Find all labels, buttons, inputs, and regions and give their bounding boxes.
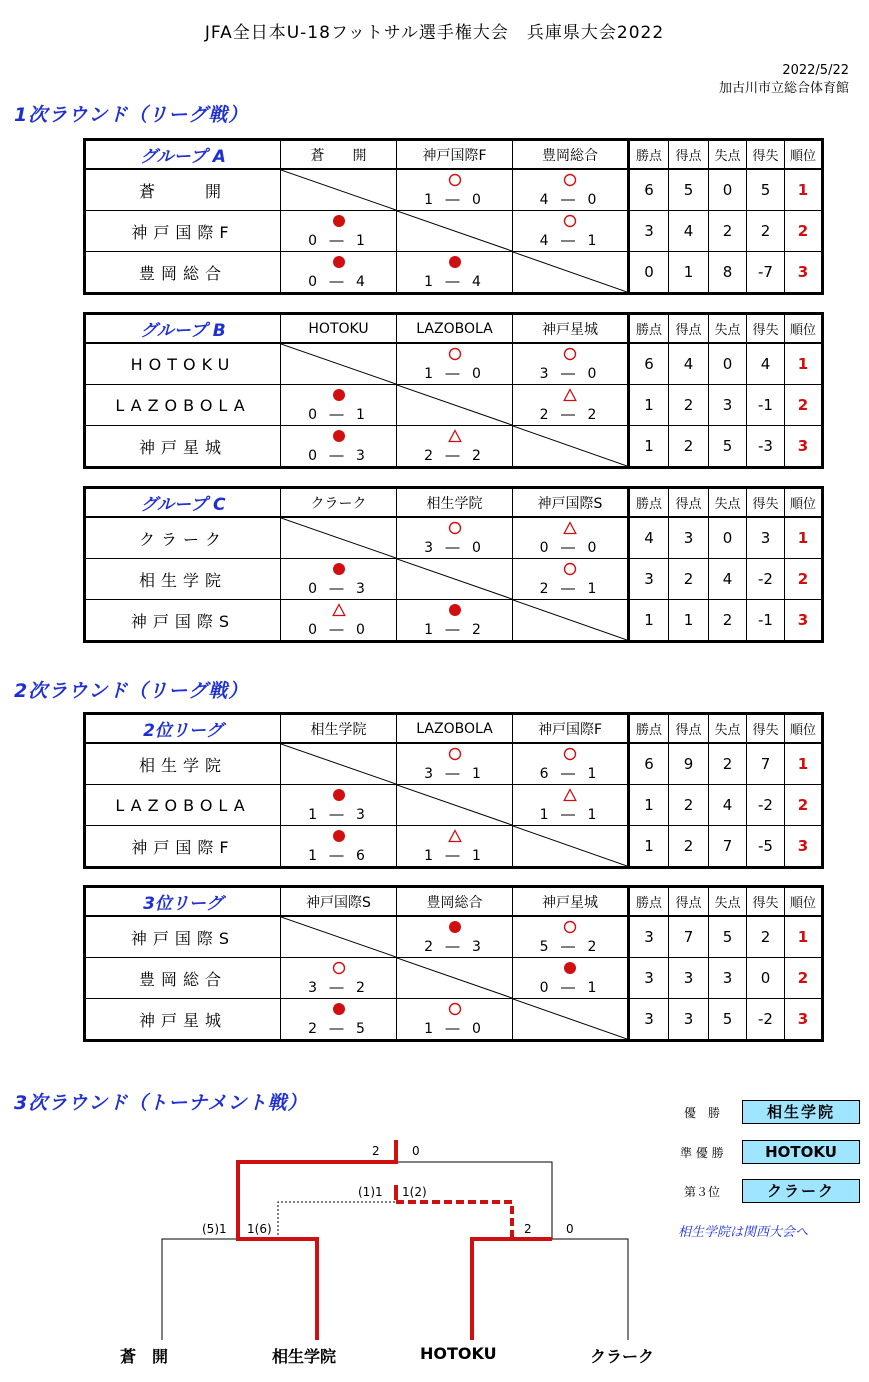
final-left-score: 2	[372, 1144, 380, 1158]
match-score: 4 ― 0	[539, 192, 601, 208]
stat-value: -2	[747, 559, 785, 600]
rank-value: 2	[785, 559, 823, 600]
match-score: 0 ― 1	[308, 407, 369, 423]
rank-value: 3	[785, 999, 823, 1041]
stat-value: -2	[747, 785, 785, 826]
draw-triangle-icon	[563, 521, 577, 535]
stat-value: 7	[669, 916, 709, 958]
table-row	[85, 559, 823, 600]
match-score: 4 ― 1	[539, 233, 601, 249]
row-team: 神戸国際S	[85, 916, 281, 958]
column-team: 神戸国際S	[281, 887, 397, 917]
stat-value: 2	[747, 916, 785, 958]
stat-header: 失点	[709, 887, 747, 917]
match-result	[281, 426, 397, 468]
row-team: LAZOBOLA	[85, 385, 281, 426]
kansai-note: 相生学院は関西大会へ	[678, 1225, 809, 1240]
stat-header: 順位	[785, 714, 823, 744]
draw-triangle-icon	[563, 388, 577, 402]
table-row	[85, 999, 823, 1041]
stat-value: 5	[709, 916, 747, 958]
row-team: クラーク	[85, 517, 281, 559]
match-result	[281, 826, 397, 868]
stat-value: 9	[669, 743, 709, 785]
diagonal-cell	[397, 211, 513, 252]
diagonal-cell	[397, 785, 513, 826]
stat-header: 得点	[669, 140, 709, 170]
row-team: 相生学院	[85, 743, 281, 785]
column-team: クラーク	[281, 488, 397, 518]
loss-dot-icon	[332, 429, 346, 443]
stat-header: 得点	[669, 314, 709, 344]
match-score: 3 ― 2	[308, 980, 369, 996]
win-circle-icon	[448, 747, 462, 761]
rank-value: 1	[785, 743, 823, 785]
match-score: 0 ― 0	[308, 622, 369, 638]
match-result	[281, 211, 397, 252]
diagonal-cell	[513, 426, 629, 468]
win-circle-icon	[563, 562, 577, 576]
rank-value: 3	[785, 826, 823, 868]
match-result	[281, 600, 397, 642]
match-score: 2 ― 1	[539, 581, 601, 597]
stat-value: 2	[709, 743, 747, 785]
third-right-score: 1(2)	[402, 1185, 427, 1199]
semi2-left-score: 2	[524, 1222, 532, 1236]
match-result	[513, 385, 629, 426]
round1-heading: 1次ラウンド（リーグ戦）	[14, 104, 249, 126]
row-team: 神戸星城	[85, 426, 281, 468]
match-result	[397, 517, 513, 559]
rank-value: 1	[785, 916, 823, 958]
league-table-4	[83, 712, 824, 869]
stat-header: 得失	[747, 488, 785, 518]
match-score: 1 ― 0	[424, 366, 485, 382]
bracket-line-team3	[472, 1239, 552, 1340]
stat-header: 得失	[747, 714, 785, 744]
table-row	[85, 252, 823, 294]
row-team: 蒼 開	[85, 169, 281, 211]
match-result	[281, 958, 397, 999]
match-score: 1 ― 1	[424, 848, 485, 864]
bracket-line-team4	[552, 1239, 628, 1340]
stat-header: 得点	[669, 488, 709, 518]
column-team: 相生学院	[397, 488, 513, 518]
loss-dot-icon	[332, 829, 346, 843]
draw-triangle-icon	[332, 603, 346, 617]
stat-value: 3	[669, 999, 709, 1041]
stat-value: -1	[747, 385, 785, 426]
diagonal-cell	[513, 252, 629, 294]
rank-value: 3	[785, 252, 823, 294]
win-circle-icon	[563, 920, 577, 934]
event-info	[719, 62, 849, 98]
rank-value: 2	[785, 385, 823, 426]
diagonal-cell	[281, 343, 397, 385]
diagonal-cell	[513, 600, 629, 642]
win-circle-icon	[563, 173, 577, 187]
match-result	[513, 517, 629, 559]
row-team: 相生学院	[85, 559, 281, 600]
row-team: 神戸国際S	[85, 600, 281, 642]
row-team: 神戸国際F	[85, 826, 281, 868]
page-title: JFA全日本U-18フットサル選手権大会 兵庫県大会2022	[204, 23, 665, 43]
stat-header: 勝点	[629, 140, 669, 170]
third-label: 第３位	[684, 1185, 721, 1199]
win-circle-icon	[448, 521, 462, 535]
match-score: 0 ― 3	[308, 581, 369, 597]
match-score: 5 ― 2	[539, 939, 601, 955]
stat-header: 順位	[785, 314, 823, 344]
match-result	[397, 252, 513, 294]
match-result	[513, 916, 629, 958]
stat-value: 1	[629, 826, 669, 868]
stat-header: 勝点	[629, 488, 669, 518]
stat-value: 3	[629, 958, 669, 999]
column-team: 豊岡総合	[513, 140, 629, 170]
column-team: 神戸星城	[513, 314, 629, 344]
match-score: 1 ― 6	[308, 848, 369, 864]
column-team: LAZOBOLA	[397, 714, 513, 744]
match-score: 2 ― 2	[424, 448, 485, 464]
stat-value: 3	[747, 517, 785, 559]
match-score: 0 ― 3	[308, 448, 369, 464]
table-row	[85, 785, 823, 826]
match-result	[513, 559, 629, 600]
stat-value: 8	[709, 252, 747, 294]
stat-value: 0	[629, 252, 669, 294]
match-score: 1 ― 2	[424, 622, 485, 638]
stat-header: 失点	[709, 314, 747, 344]
match-result	[397, 743, 513, 785]
row-team: 豊岡総合	[85, 252, 281, 294]
loss-dot-icon	[563, 961, 577, 975]
stat-header: 勝点	[629, 314, 669, 344]
match-score: 2 ― 3	[424, 939, 485, 955]
stat-value: -1	[747, 600, 785, 642]
draw-triangle-icon	[563, 788, 577, 802]
loss-dot-icon	[332, 788, 346, 802]
loss-dot-icon	[332, 388, 346, 402]
bracket-line-third-left	[278, 1202, 396, 1239]
stat-value: 4	[709, 559, 747, 600]
column-team: 神戸国際S	[513, 488, 629, 518]
group-name: 2位リーグ	[85, 714, 281, 744]
stat-value: 2	[747, 211, 785, 252]
stat-header: 得失	[747, 314, 785, 344]
champion-label: 優 勝	[684, 1106, 721, 1120]
event-date: 2022/5/22	[782, 63, 849, 78]
row-team: HOTOKU	[85, 343, 281, 385]
table-row	[85, 426, 823, 468]
league-table-1	[83, 138, 824, 295]
stat-header: 得点	[669, 887, 709, 917]
match-result	[513, 743, 629, 785]
row-team: 神戸国際F	[85, 211, 281, 252]
match-result	[281, 385, 397, 426]
runnerup-box: HOTOKU	[742, 1140, 860, 1164]
match-result	[513, 343, 629, 385]
stat-value: 4	[669, 343, 709, 385]
stat-header: 勝点	[629, 714, 669, 744]
diagonal-cell	[397, 559, 513, 600]
rank-value: 2	[785, 958, 823, 999]
stat-value: 3	[709, 385, 747, 426]
stat-header: 勝点	[629, 887, 669, 917]
bracket-team-4: クラーク	[590, 1347, 655, 1366]
stat-header: 失点	[709, 140, 747, 170]
table-row	[85, 916, 823, 958]
bracket-team-2: 相生学院	[272, 1347, 337, 1366]
round2-heading: 2次ラウンド（リーグ戦）	[14, 680, 249, 702]
table-row	[85, 743, 823, 785]
table-row	[85, 211, 823, 252]
table-row	[85, 343, 823, 385]
stat-header: 得点	[669, 714, 709, 744]
column-team: 相生学院	[281, 714, 397, 744]
stat-value: 7	[709, 826, 747, 868]
group-name: グループ C	[85, 488, 281, 518]
win-circle-icon	[448, 173, 462, 187]
stat-value: 4	[669, 211, 709, 252]
match-result	[513, 785, 629, 826]
column-team: 神戸国際F	[513, 714, 629, 744]
win-circle-icon	[563, 214, 577, 228]
group-name: グループ B	[85, 314, 281, 344]
match-score: 1 ― 0	[424, 1021, 485, 1037]
stat-value: 3	[629, 916, 669, 958]
stat-value: 3	[669, 958, 709, 999]
diagonal-cell	[281, 916, 397, 958]
match-score: 0 ― 4	[308, 274, 369, 290]
stat-value: 1	[629, 426, 669, 468]
column-team: 蒼 開	[281, 140, 397, 170]
match-result	[397, 916, 513, 958]
bracket-line-third-right	[396, 1202, 512, 1239]
rank-value: 3	[785, 426, 823, 468]
match-score: 2 ― 5	[308, 1021, 369, 1037]
table-row	[85, 169, 823, 211]
stat-value: 4	[747, 343, 785, 385]
stat-header: 失点	[709, 714, 747, 744]
stat-value: 0	[709, 517, 747, 559]
third-box: クラーク	[742, 1179, 860, 1203]
stat-value: 6	[629, 743, 669, 785]
stat-value: 2	[669, 426, 709, 468]
match-score: 0 ― 0	[539, 540, 601, 556]
stat-value: 3	[629, 211, 669, 252]
match-result	[397, 999, 513, 1041]
stat-value: 2	[669, 826, 709, 868]
stat-value: 0	[747, 958, 785, 999]
bracket-line-team1	[162, 1239, 238, 1340]
stat-value: 3	[709, 958, 747, 999]
match-score: 6 ― 1	[539, 766, 601, 782]
stat-value: 1	[629, 785, 669, 826]
match-score: 0 ― 1	[308, 233, 369, 249]
stat-value: 3	[629, 999, 669, 1041]
stat-value: 2	[669, 385, 709, 426]
match-score: 3 ― 1	[424, 766, 485, 782]
match-score: 2 ― 2	[539, 407, 601, 423]
semi2-right-score: 0	[566, 1222, 574, 1236]
league-table-3	[83, 486, 824, 643]
stat-header: 順位	[785, 140, 823, 170]
diagonal-cell	[513, 999, 629, 1041]
rank-value: 2	[785, 211, 823, 252]
column-team: 豊岡総合	[397, 887, 513, 917]
stat-header: 失点	[709, 488, 747, 518]
match-result	[281, 252, 397, 294]
match-result	[281, 559, 397, 600]
match-score: 1 ― 4	[424, 274, 485, 290]
match-result	[397, 169, 513, 211]
diagonal-cell	[513, 826, 629, 868]
loss-dot-icon	[448, 255, 462, 269]
stat-value: 3	[629, 559, 669, 600]
match-score: 1 ― 3	[308, 807, 369, 823]
stat-value: 5	[669, 169, 709, 211]
column-team: LAZOBOLA	[397, 314, 513, 344]
stat-value: -7	[747, 252, 785, 294]
stat-value: -2	[747, 999, 785, 1041]
match-result	[397, 343, 513, 385]
stat-value: 4	[709, 785, 747, 826]
stat-value: 2	[669, 785, 709, 826]
league-table-5	[83, 885, 824, 1042]
league-table-2	[83, 312, 824, 469]
stat-value: -3	[747, 426, 785, 468]
stat-value: 6	[629, 343, 669, 385]
match-score: 3 ― 0	[539, 366, 601, 382]
table-row	[85, 600, 823, 642]
row-team: 豊岡総合	[85, 958, 281, 999]
match-result	[281, 999, 397, 1041]
stat-value: 1	[629, 600, 669, 642]
win-circle-icon	[563, 347, 577, 361]
draw-triangle-icon	[448, 829, 462, 843]
column-team: 神戸星城	[513, 887, 629, 917]
match-result	[397, 826, 513, 868]
final-right-score: 0	[412, 1144, 420, 1158]
match-score: 1 ― 0	[424, 192, 485, 208]
match-result	[397, 426, 513, 468]
loss-dot-icon	[448, 920, 462, 934]
win-circle-icon	[448, 347, 462, 361]
diagonal-cell	[397, 385, 513, 426]
win-circle-icon	[563, 747, 577, 761]
stat-value: 2	[709, 211, 747, 252]
third-left-score: (1)1	[358, 1185, 383, 1199]
stat-header: 得失	[747, 887, 785, 917]
match-score: 3 ― 0	[424, 540, 485, 556]
stat-value: -5	[747, 826, 785, 868]
semi1-right-score: 1(6)	[247, 1222, 272, 1236]
semi1-left-score: (5)1	[202, 1222, 227, 1236]
stat-value: 5	[747, 169, 785, 211]
table-row	[85, 826, 823, 868]
stat-value: 5	[709, 426, 747, 468]
bracket-team-3: HOTOKU	[420, 1344, 497, 1363]
rank-value: 1	[785, 517, 823, 559]
win-circle-icon	[332, 961, 346, 975]
event-venue: 加古川市立総合体育館	[718, 81, 849, 96]
stat-value: 6	[629, 169, 669, 211]
loss-dot-icon	[448, 603, 462, 617]
match-score: 1 ― 1	[539, 807, 601, 823]
stat-value: 2	[669, 559, 709, 600]
rank-value: 2	[785, 785, 823, 826]
stat-value: 0	[709, 169, 747, 211]
stat-value: 3	[669, 517, 709, 559]
diagonal-cell	[397, 958, 513, 999]
champion-box: 相生学院	[742, 1100, 860, 1124]
match-result	[513, 211, 629, 252]
draw-triangle-icon	[448, 429, 462, 443]
match-result	[397, 600, 513, 642]
match-result	[281, 785, 397, 826]
loss-dot-icon	[332, 214, 346, 228]
diagonal-cell	[281, 743, 397, 785]
diagonal-cell	[281, 517, 397, 559]
column-team: HOTOKU	[281, 314, 397, 344]
stat-value: 2	[709, 600, 747, 642]
rank-value: 3	[785, 600, 823, 642]
match-result	[513, 958, 629, 999]
stat-value: 4	[629, 517, 669, 559]
stat-value: 1	[669, 252, 709, 294]
stat-header: 得失	[747, 140, 785, 170]
rank-value: 1	[785, 169, 823, 211]
stat-value: 0	[709, 343, 747, 385]
stat-value: 5	[709, 999, 747, 1041]
stat-value: 1	[669, 600, 709, 642]
table-row	[85, 517, 823, 559]
column-team: 神戸国際F	[397, 140, 513, 170]
stat-header: 順位	[785, 488, 823, 518]
stat-value: 7	[747, 743, 785, 785]
loss-dot-icon	[332, 562, 346, 576]
table-row	[85, 958, 823, 999]
table-row	[85, 385, 823, 426]
row-team: 神戸星城	[85, 999, 281, 1041]
match-result	[513, 169, 629, 211]
diagonal-cell	[281, 169, 397, 211]
loss-dot-icon	[332, 1002, 346, 1016]
round3-heading: 3次ラウンド（トーナメント戦）	[14, 1092, 308, 1114]
bracket-line-team2	[238, 1140, 396, 1340]
loss-dot-icon	[332, 255, 346, 269]
bracket-team-1: 蒼 開	[120, 1347, 169, 1366]
row-team: LAZOBOLA	[85, 785, 281, 826]
win-circle-icon	[448, 1002, 462, 1016]
runnerup-label: 準 優 勝	[680, 1146, 724, 1160]
stat-value: 1	[629, 385, 669, 426]
match-score: 0 ― 1	[539, 980, 601, 996]
stat-header: 順位	[785, 887, 823, 917]
group-name: 3位リーグ	[85, 887, 281, 917]
group-name: グループ A	[85, 140, 281, 170]
rank-value: 1	[785, 343, 823, 385]
